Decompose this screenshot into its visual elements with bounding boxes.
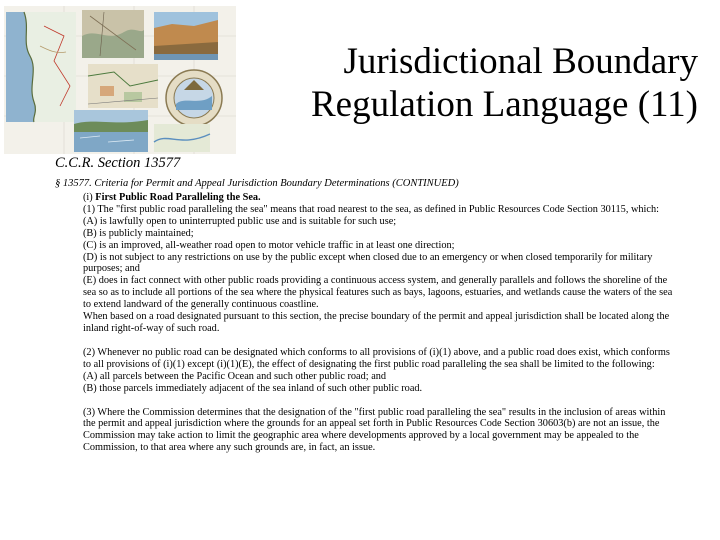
title-line-2: Regulation Language (11) xyxy=(310,84,698,125)
boundary-location-paragraph: When based on a road designated pursuant to this section, the precise boundary of the permit and appeal jurisdiction shall be located along the inland right-of-way of such road. xyxy=(83,311,670,334)
clause-d: (D) is not subject to any restrictions on use by the public except when closed due to an emergency or when closed temporarily for military purposes; and xyxy=(83,251,653,275)
land-use-map-tile xyxy=(88,64,158,108)
paragraph-2: (2) Whenever no public road can be designated which conforms to all provisions of (i)(1) above, and a public road does exist, which conforms to all provisions of (i)(1) except (i)(1)(E), the effect of designating the first public road paralleling the sea shall be limited to the following: xyxy=(83,346,670,370)
paragraph-2-clause-b: (B) those parcels immediately adjacent of the sea inland of such other public road. xyxy=(83,382,423,394)
paragraph-1: (1) The "first public road paralleling the sea" means that road nearest to the sea, as defined in Public Resources Code Section 30115, which: xyxy=(83,203,660,215)
section-reference: C.C.R. Section 13577 xyxy=(55,155,181,171)
paragraph-spacer xyxy=(83,335,673,347)
paragraph-spacer xyxy=(83,395,673,407)
title-line-1: Jurisdictional Boundary xyxy=(343,41,698,82)
coastal-cliff-photo xyxy=(154,12,218,60)
paragraph-3: (3) Where the Commission determines that the designation of the "first public road paralleling the sea" results in the inclusion of areas within the permit and appeal jurisdiction where the grounds for an appeal set forth in Public Resources Code Section 30603(b) are not an issue, the Commission may take action to limit the geographic area where developments approved by a local government may be appealed to the Commission, to that area where any such grounds are, in fact, an issue. xyxy=(83,406,666,454)
river-map-tile xyxy=(154,124,210,152)
coastal-maps-collage-image xyxy=(4,6,236,154)
aerial-map-thumbnail xyxy=(82,10,144,58)
coastline-map xyxy=(6,12,76,122)
clause-b: (B) is publicly maintained; xyxy=(83,227,194,239)
subsection-heading xyxy=(83,192,673,204)
section-subtitle: § 13577. Criteria for Permit and Appeal Jurisdiction Boundary Determinations (CONTINUED) xyxy=(55,178,459,189)
subsection-heading-bold: First Public Road Paralleling the Sea. xyxy=(95,192,261,203)
agency-seal-emblem xyxy=(166,70,222,126)
paragraph-2-clause-a: (A) all parcels between the Pacific Ocean and such other public road; and xyxy=(83,370,387,382)
regulation-body xyxy=(83,192,673,454)
slide-title xyxy=(268,40,698,126)
clause-a: (A) is lawfully open to uninterrupted public use and is suitable for such use; xyxy=(83,215,397,227)
clause-e: (E) does in fact connect with other public roads providing a continuous access system, and generally parallels and follows the shoreline of the sea so as to include all portions of the sea where the physical features such as bays, lagoons, estuaries, and wetlands cause the waters of the sea to extend landward of the generally continuous coastline. xyxy=(83,275,673,311)
wetland-photo xyxy=(74,110,148,152)
clause-c: (C) is an improved, all-weather road open to motor vehicle traffic in at least one direction; xyxy=(83,239,455,251)
subsection-number: (i) xyxy=(83,192,93,203)
